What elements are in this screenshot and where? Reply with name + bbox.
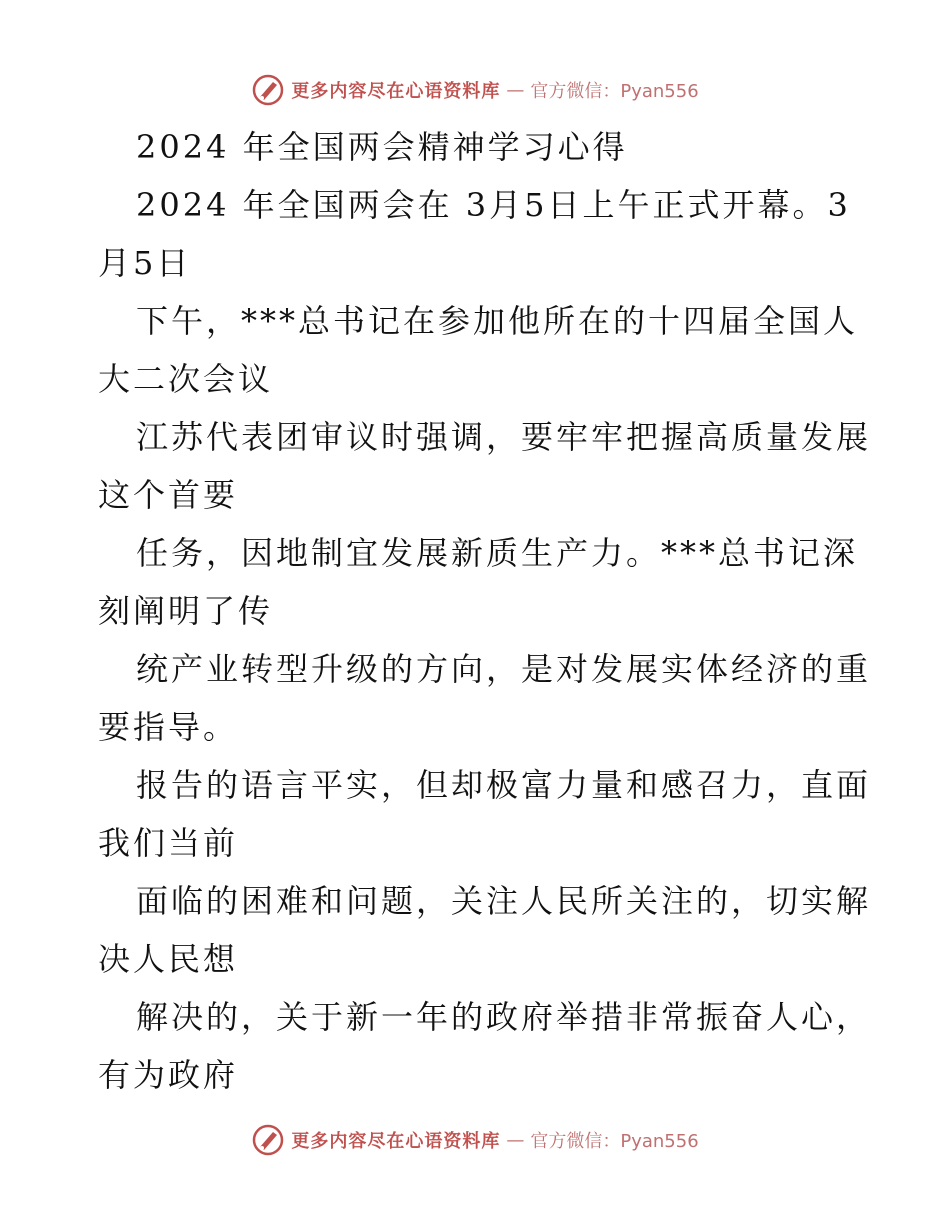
text-line: 江苏代表团审议时强调，要牢牢把握高质量发展 <box>136 418 872 456</box>
pen-logo-icon <box>251 73 285 107</box>
text-line: 月5日 <box>98 244 192 282</box>
pen-logo-icon <box>251 1123 285 1157</box>
text-line: 报告的语言平实，但却极富力量和感召力，直面 <box>136 766 872 804</box>
watermark-wechat-text: 官方微信：Pyan556 <box>530 1131 699 1152</box>
text-line: 面临的困难和问题，关注人民所关注的，切实解 <box>136 882 872 920</box>
text-line: 我们当前 <box>98 824 239 862</box>
watermark-main-text: 更多内容尽在心语资料库 <box>291 81 501 102</box>
text-line: 有为政府 <box>98 1056 239 1094</box>
text-line: 任务，因地制宜发展新质生产力。***总书记深 <box>136 534 859 572</box>
watermark-footer <box>0 1120 950 1160</box>
text-line: 下午，***总书记在参加他所在的十四届全国人 <box>136 302 859 340</box>
document-body <box>98 118 872 1104</box>
watermark-dash: — <box>506 79 525 101</box>
watermark-main-text: 更多内容尽在心语资料库 <box>291 1131 501 1152</box>
text-line: 这个首要 <box>98 476 239 514</box>
document-title: 2024 年全国两会精神学习心得 <box>136 128 628 166</box>
watermark-header <box>0 70 950 110</box>
text-line: 解决的，关于新一年的政府举措非常振奋人心， <box>136 998 872 1036</box>
text-line: 要指导。 <box>98 708 239 746</box>
text-line: 统产业转型升级的方向，是对发展实体经济的重 <box>136 650 872 688</box>
text-line: 2024 年全国两会在 3月5日上午正式开幕。3 <box>136 186 851 224</box>
text-line: 大二次会议 <box>98 360 274 398</box>
text-line: 决人民想 <box>98 940 239 978</box>
text-line: 刻阐明了传 <box>98 592 274 630</box>
watermark-dash: — <box>506 1129 525 1151</box>
watermark-wechat-text: 官方微信：Pyan556 <box>530 81 699 102</box>
